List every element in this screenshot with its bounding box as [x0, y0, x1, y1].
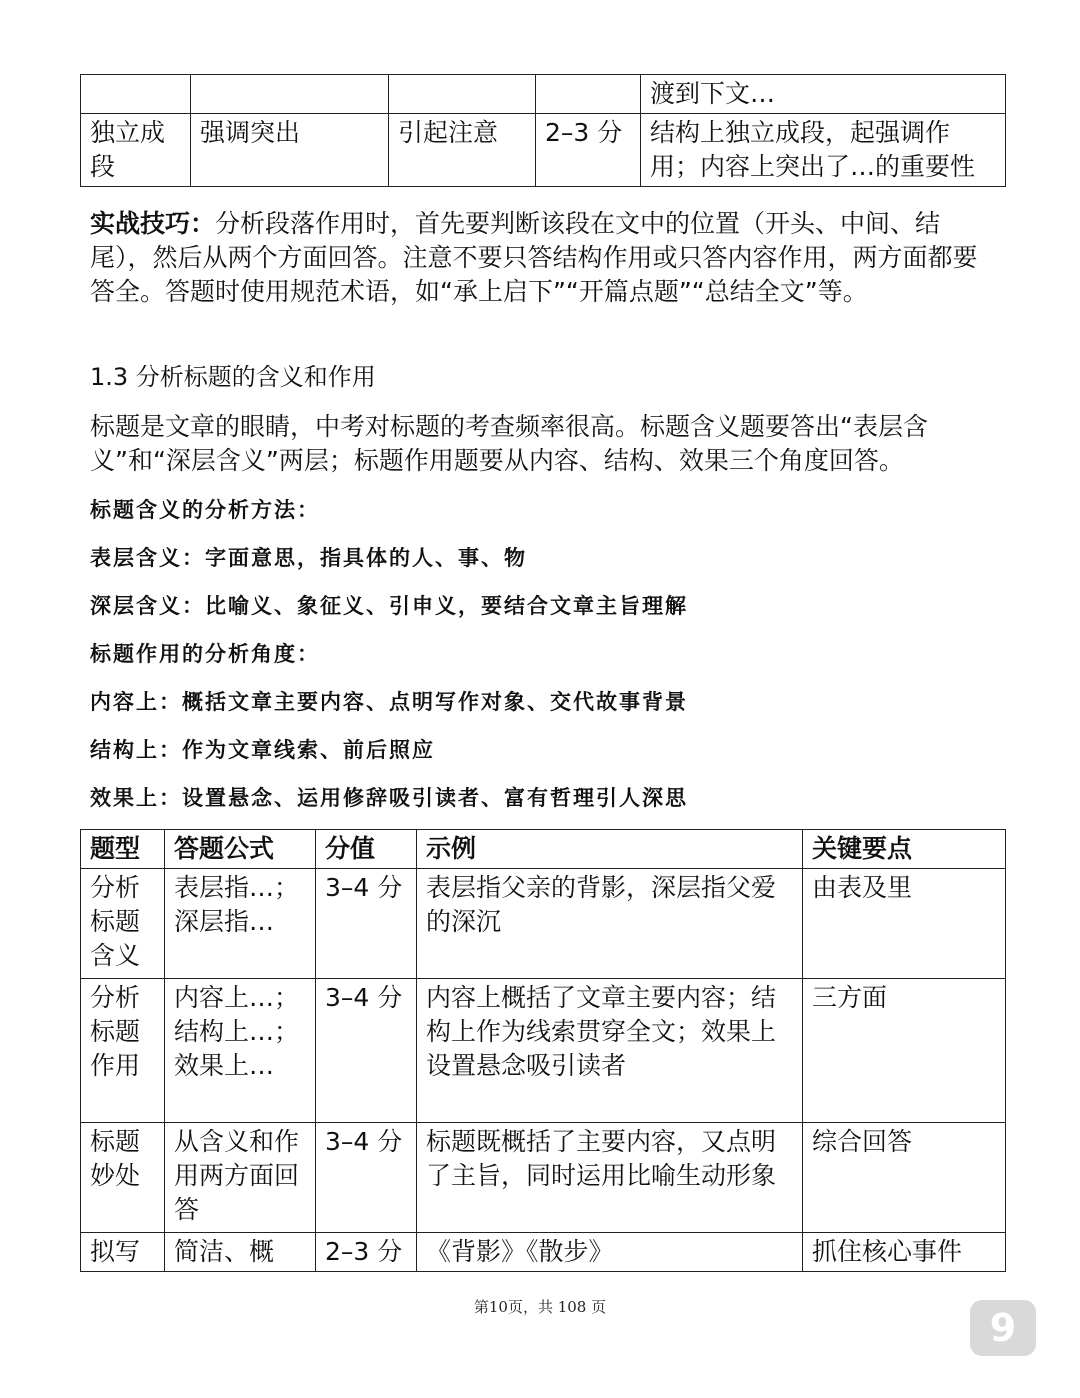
- table-cell: 《背影》《散步》: [417, 1233, 803, 1272]
- table-cell: 3–4 分: [316, 979, 417, 1123]
- table-cell: 3–4 分: [316, 1123, 417, 1233]
- table-cell: 表层指…；深层指…: [165, 869, 316, 979]
- table-cell: 拟写: [81, 1233, 165, 1272]
- table-row: [81, 1123, 1006, 1233]
- note-line: 结构上：作为文章线索、前后照应: [90, 737, 435, 762]
- table-cell: 2–3 分: [316, 1233, 417, 1272]
- table-cell: 引起注意: [389, 114, 536, 187]
- table-cell: 标题妙处: [81, 1123, 165, 1233]
- page-footer: 第10页，共 108 页: [473, 1298, 607, 1316]
- table-cell: 三方面: [803, 979, 1006, 1123]
- column-header: 分值: [316, 830, 417, 869]
- column-header: 关键要点: [803, 830, 1006, 869]
- table-cell: 从含义和作用两方面回答: [165, 1123, 316, 1233]
- table-cell: 简洁、概: [165, 1233, 316, 1272]
- top-table: [80, 74, 1006, 187]
- note-line: 内容上：概括文章主要内容、点明写作对象、交代故事背景: [90, 689, 688, 714]
- page-number-badge: 9: [970, 1300, 1036, 1356]
- table-row: [81, 869, 1006, 979]
- column-header: 答题公式: [165, 830, 316, 869]
- table-header-row: [81, 830, 1006, 869]
- table-cell: 由表及里: [803, 869, 1006, 979]
- table-cell: 渡到下文…: [641, 75, 1006, 114]
- column-header: 题型: [81, 830, 165, 869]
- table-cell: 内容上概括了文章主要内容；结构上作为线索贯穿全文；效果上设置悬念吸引读者: [417, 979, 803, 1123]
- tip-text: 分析段落作用时，首先要判断该段在文中的位置（开头、中间、结尾），然后从两个方面回答。注意不要只答结构作用或只答内容作用，两方面都要答全。答题时使用规范术语，如“承上启下”“开篇点题”“总结全文”等。: [90, 209, 978, 306]
- table-cell: 标题既概括了主要内容，又点明了主旨，同时运用比喻生动形象: [417, 1123, 803, 1233]
- table-row: [81, 1233, 1006, 1272]
- table-row: [81, 979, 1006, 1123]
- table-cell: [536, 75, 641, 114]
- table-cell: 2–3 分: [536, 114, 641, 187]
- table-cell: 抓住核心事件: [803, 1233, 1006, 1272]
- note-line: 深层含义：比喻义、象征义、引申义，要结合文章主旨理解: [90, 593, 688, 618]
- table-cell: 表层指父亲的背影，深层指父爱的深沉: [417, 869, 803, 979]
- table-row: [81, 75, 1006, 114]
- note-line: 表层含义：字面意思，指具体的人、事、物: [90, 545, 527, 570]
- section-heading: 1.3 分析标题的含义和作用: [90, 363, 376, 391]
- table-cell: 强调突出: [191, 114, 389, 187]
- table-cell: 结构上独立成段，起强调作用；内容上突出了…的重要性: [641, 114, 1006, 187]
- note-line: 标题含义的分析方法：: [90, 497, 320, 522]
- table-cell: 独立成段: [81, 114, 191, 187]
- table-cell: 分析标题作用: [81, 979, 165, 1123]
- column-header: 示例: [417, 830, 803, 869]
- table-cell: [81, 75, 191, 114]
- note-line: 标题作用的分析角度：: [90, 641, 320, 666]
- tip-paragraph: [90, 207, 995, 309]
- intro-paragraph: 标题是文章的眼睛，中考对标题的考查频率很高。标题含义题要答出“表层含义”和“深层含义”两层；标题作用题要从内容、结构、效果三个角度回答。: [90, 412, 928, 475]
- tip-label: 实战技巧：: [90, 209, 216, 238]
- table-cell: 内容上…；结构上…；效果上…: [165, 979, 316, 1123]
- table-cell: 综合回答: [803, 1123, 1006, 1233]
- table-cell: [389, 75, 536, 114]
- table-row: [81, 114, 1006, 187]
- title-analysis-table: [80, 829, 1006, 1272]
- table-cell: [191, 75, 389, 114]
- table-cell: 3–4 分: [316, 869, 417, 979]
- note-line: 效果上：设置悬念、运用修辞吸引读者、富有哲理引人深思: [90, 785, 688, 810]
- table-cell: 分析标题含义: [81, 869, 165, 979]
